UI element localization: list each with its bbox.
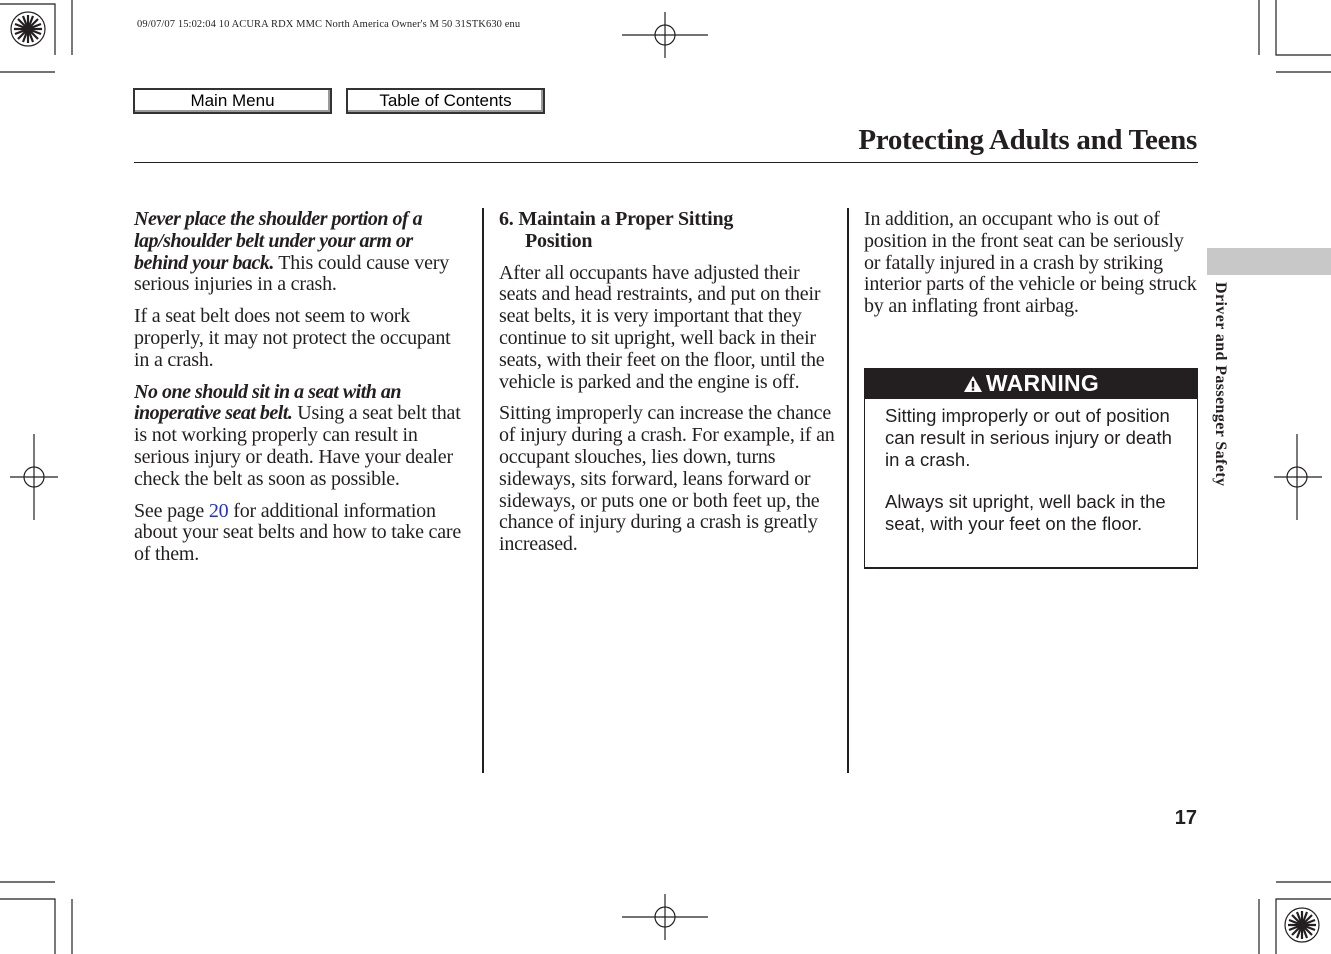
column-separator [847, 208, 849, 773]
page-link[interactable]: 20 [208, 499, 229, 522]
warning-emphasis: Never place the shoulder portion of a lap/shoulder belt under your arm or behind your back. [134, 208, 423, 274]
step-heading-line: 6. Maintain a Proper Sitting [499, 208, 734, 230]
starburst-icon [1285, 908, 1319, 942]
column-3 [864, 209, 1200, 328]
step-heading-line: Position [525, 229, 593, 252]
paragraph [134, 209, 470, 296]
warning-header [865, 368, 1197, 399]
page-title: Protecting Adults and Teens [858, 124, 1197, 156]
main-menu-button[interactable]: Main Menu [133, 88, 332, 114]
title-rule [134, 162, 1198, 163]
step-heading [499, 209, 837, 253]
warning-emphasis: No one should sit in a seat with an inoperative seat belt. [134, 380, 402, 425]
starburst-icon [11, 12, 45, 46]
paragraph: In addition, an occupant who is out of position in the front seat can be seriously or fatally injured in a crash by striking interior parts of the vehicle or being struck by an inflating front airbag. [864, 208, 1197, 318]
section-tab-label: Driver and Passenger Safety [1212, 282, 1229, 487]
warning-text: Sitting improperly or out of position can result in serious injury or death in a crash. [885, 405, 1172, 470]
warning-label: WARNING [985, 370, 1100, 396]
paragraph: Sitting improperly can increase the chance of injury during a crash. For example, if an occupant slouches, lies down, turns sideways, sits forward, leans forward or sideways, or puts one or both feet up, the chance of injury during a crash is greatly increased. [499, 402, 835, 556]
table-of-contents-button[interactable]: Table of Contents [346, 88, 545, 114]
warning-triangle-icon [963, 375, 983, 393]
paragraph [134, 382, 470, 491]
paragraph-text: Using a seat belt that is not working properly can result in serious injury or death. Have your dealer check the belt as soon as possible. [134, 402, 461, 490]
column-1 [134, 209, 470, 576]
paragraph [134, 501, 470, 566]
section-tab-bar [1207, 248, 1331, 275]
warning-box [864, 368, 1198, 569]
column-2 [499, 209, 837, 566]
warning-body [865, 399, 1197, 535]
crosshair-icon [10, 434, 58, 520]
print-header: 09/07/07 15:02:04 10 ACURA RDX MMC North America Owner's M 50 31STK630 enu [137, 19, 521, 30]
warning-text: Always sit upright, well back in the seat, with your feet on the floor. [885, 491, 1166, 535]
crosshair-icon [622, 12, 708, 58]
column-separator [482, 208, 484, 773]
paragraph: If a seat belt does not seem to work properly, it may not protect the occupant in a crash. [134, 305, 451, 371]
paragraph-text: for additional information about your seat belts and how to take care of them. [134, 499, 462, 566]
paragraph: After all occupants have adjusted their seats and head restraints, and put on their seat belts, it is very important that they continue to sit upright, well back in their seats, with their feet on the floor, until the vehicle is parked and the engine is off. [499, 261, 825, 393]
crosshair-icon [622, 894, 708, 940]
paragraph-text: This could cause very serious injuries in a crash. [134, 251, 450, 296]
crosshair-icon [1274, 434, 1322, 520]
paragraph-text: See page [134, 499, 209, 522]
page-number: 17 [1174, 807, 1197, 829]
